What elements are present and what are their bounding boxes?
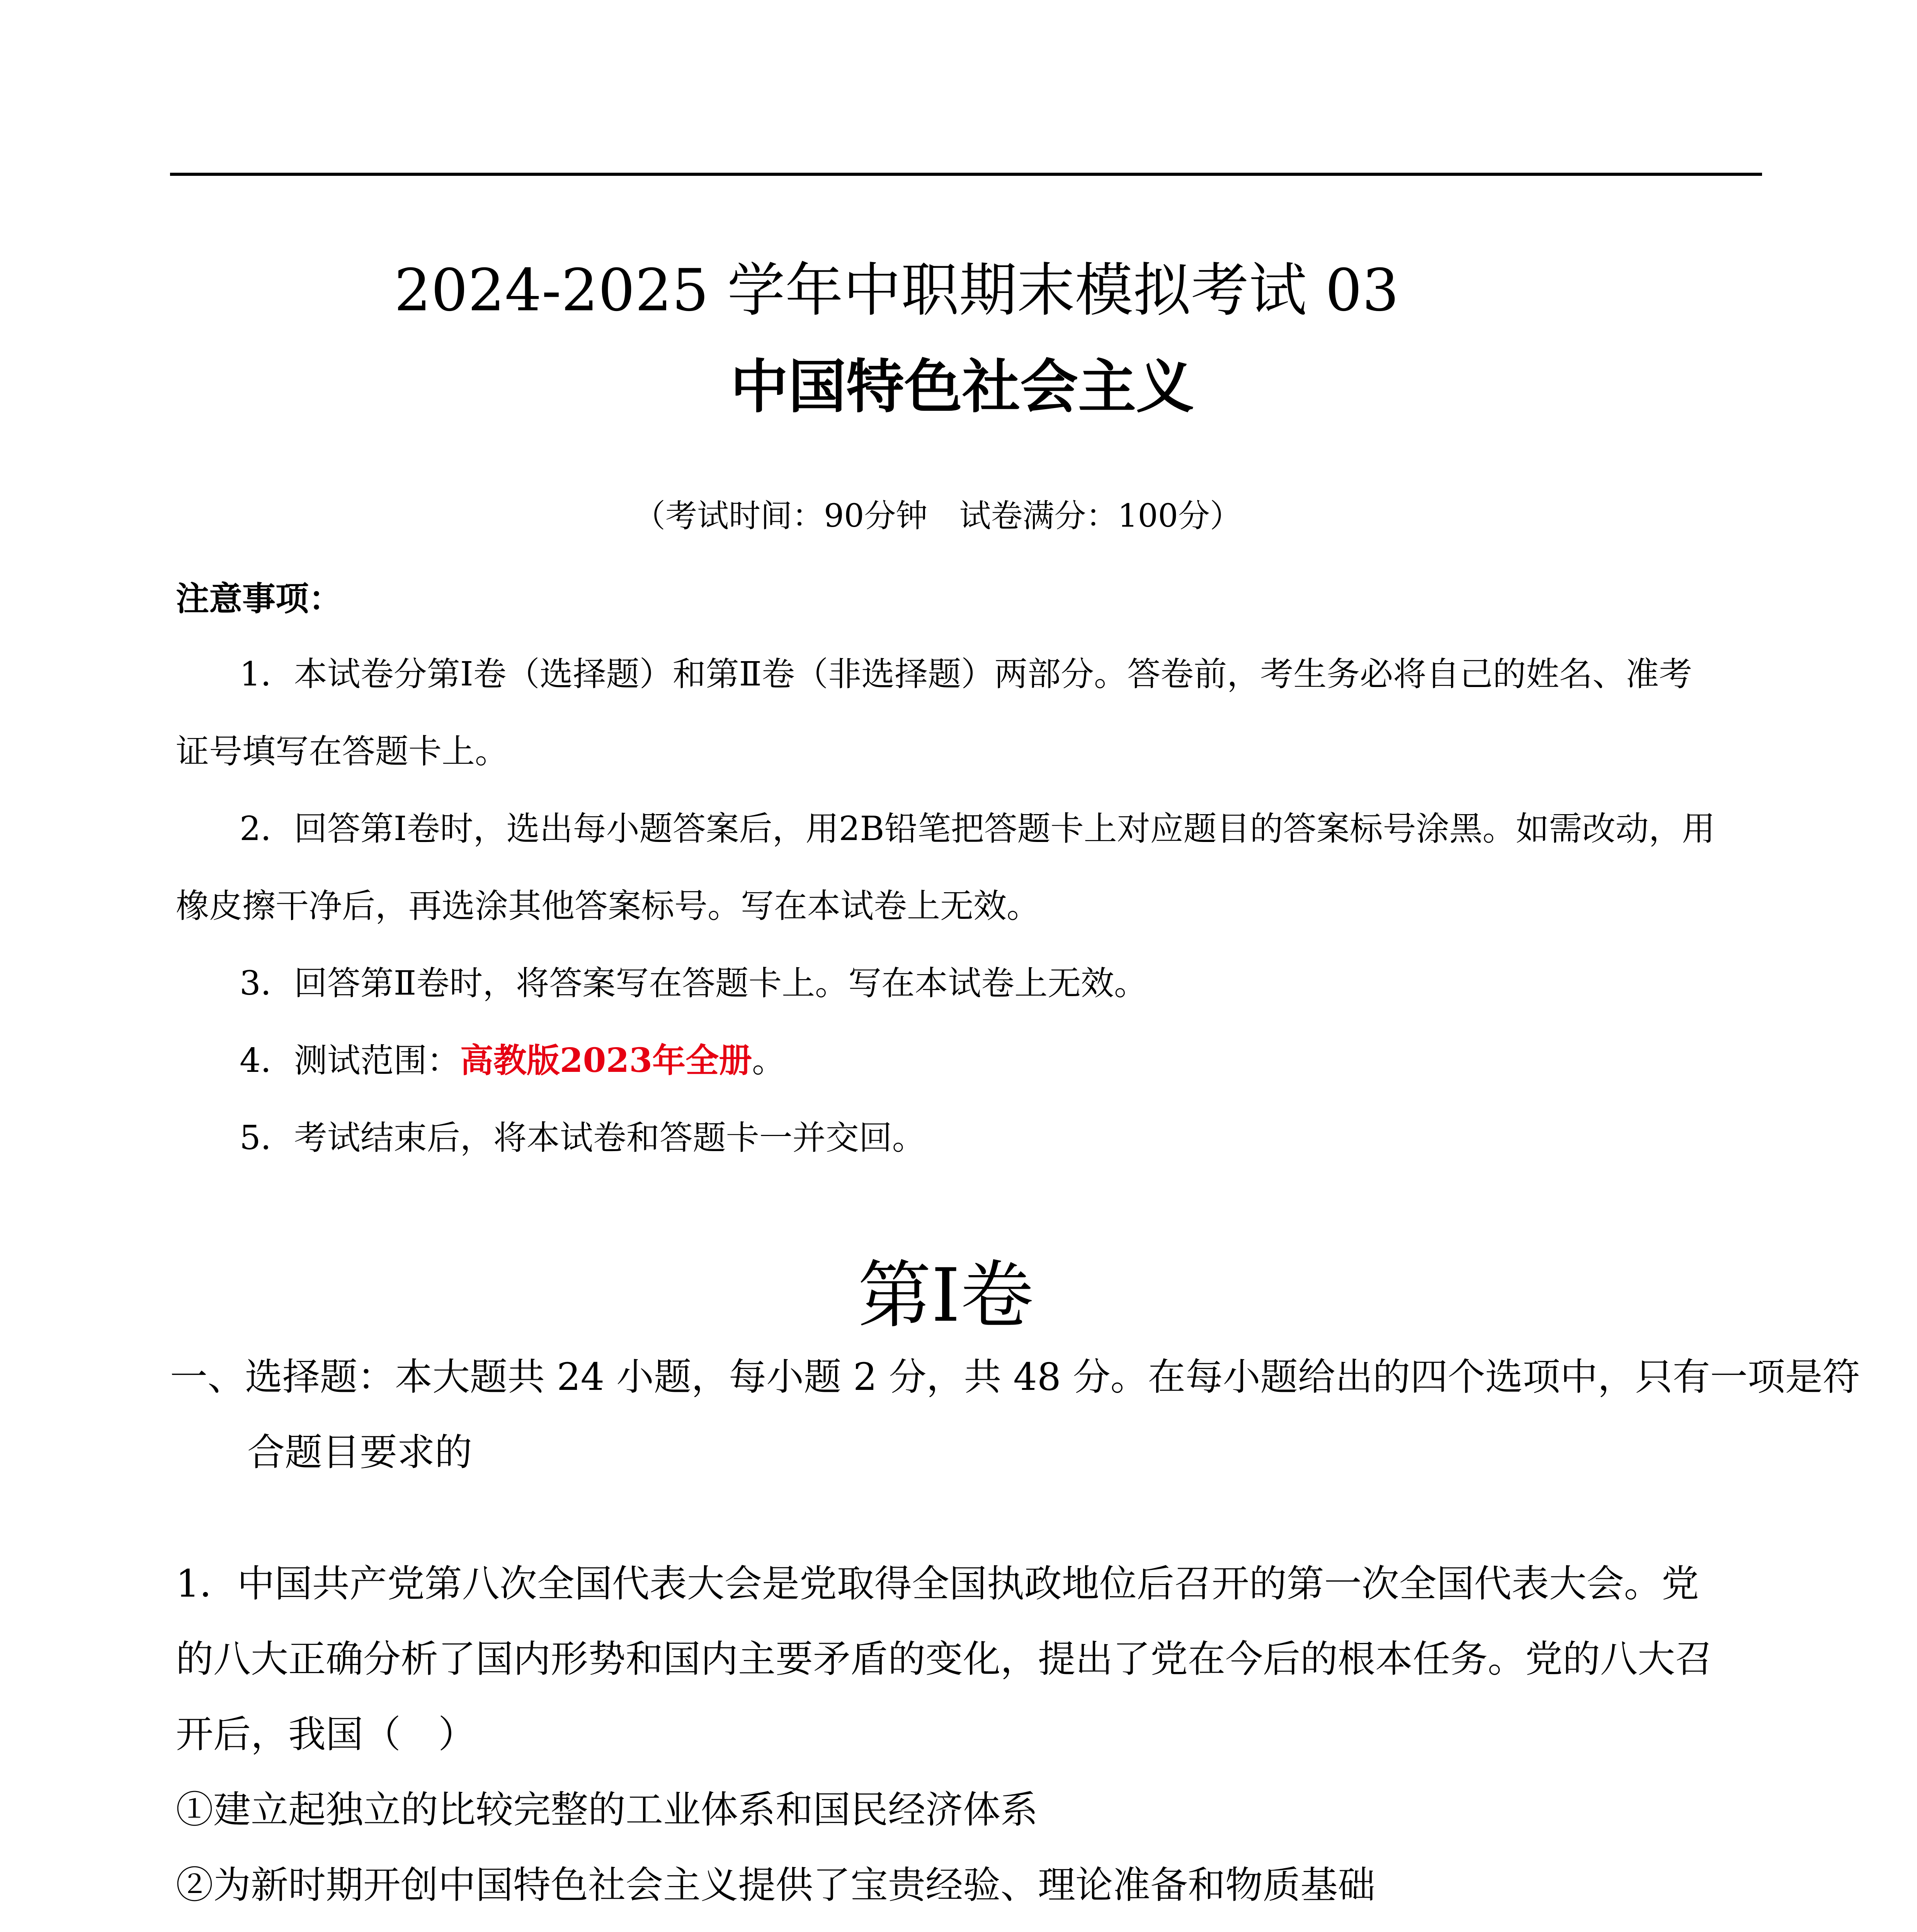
q1-stem-line3: 开后，我国（ ） [176, 1713, 476, 1756]
header-rule [170, 173, 1762, 176]
test-scope: 高教版2023年全册 [460, 1041, 752, 1080]
notice-item-1-cont: 证号填写在答题卡上。 [176, 732, 508, 771]
notice-item-4-prefix: 4．测试范围： [240, 1041, 460, 1080]
volume-title: 第Ⅰ卷 [858, 1253, 1034, 1338]
notice-item-5: 5．考试结束后，将本试卷和答题卡一并交回。 [240, 1119, 925, 1157]
section-instructions-cont: 合题目要求的 [247, 1430, 472, 1474]
notice-item-1: 1．本试卷分第Ⅰ卷（选择题）和第Ⅱ卷（非选择题）两部分。答卷前，考生务必将自己的姓名、准考 [240, 655, 1692, 694]
notice-item-2-cont: 橡皮擦干净后，再选涂其他答案标号。写在本试卷上无效。 [176, 887, 1040, 925]
q1-statement-3 [176, 1930, 1339, 1932]
notice-item-2: 2．回答第Ⅰ卷时，选出每小题答案后，用2B铅笔把答题卡上对应题目的答案标号涂黑。如需改动，用 [240, 810, 1715, 848]
q1-stem-line1: 1．中国共产党第八次全国代表大会是党取得全国执政地位后召开的第一次全国代表大会。党 [176, 1562, 1699, 1605]
notice-item-4-suffix: 。 [752, 1041, 786, 1080]
notice-item-3: 3．回答第Ⅱ卷时，将答案写在答题卡上。写在本试卷上无效。 [240, 964, 1148, 1003]
q1-statement-2: ②为新时期开创中国特色社会主义提供了宝贵经验、理论准备和物质基础 [176, 1863, 1375, 1907]
notice-heading: 注意事项： [176, 580, 342, 618]
section-instructions: 一、选择题：本大题共 24 小题，每小题 2 分，共 48 分。在每小题给出的四个选项中，只有一项是符 [170, 1355, 1860, 1399]
q1-statement-1: ①建立起独立的比较完整的工业体系和国民经济体系 [176, 1788, 1038, 1832]
subject-title: 中国特色社会主义 [730, 354, 1194, 421]
q1-stem-line2: 的八大正确分析了国内形势和国内主要矛盾的变化，提出了党在今后的根本任务。党的八大召 [176, 1637, 1713, 1681]
exam-meta: （考试时间：90分钟 试卷满分：100分） [634, 498, 1242, 534]
exam-title: 2024-2025 学年中职期末模拟考试 03 [394, 257, 1399, 324]
notice-item-4 [240, 1034, 785, 1082]
